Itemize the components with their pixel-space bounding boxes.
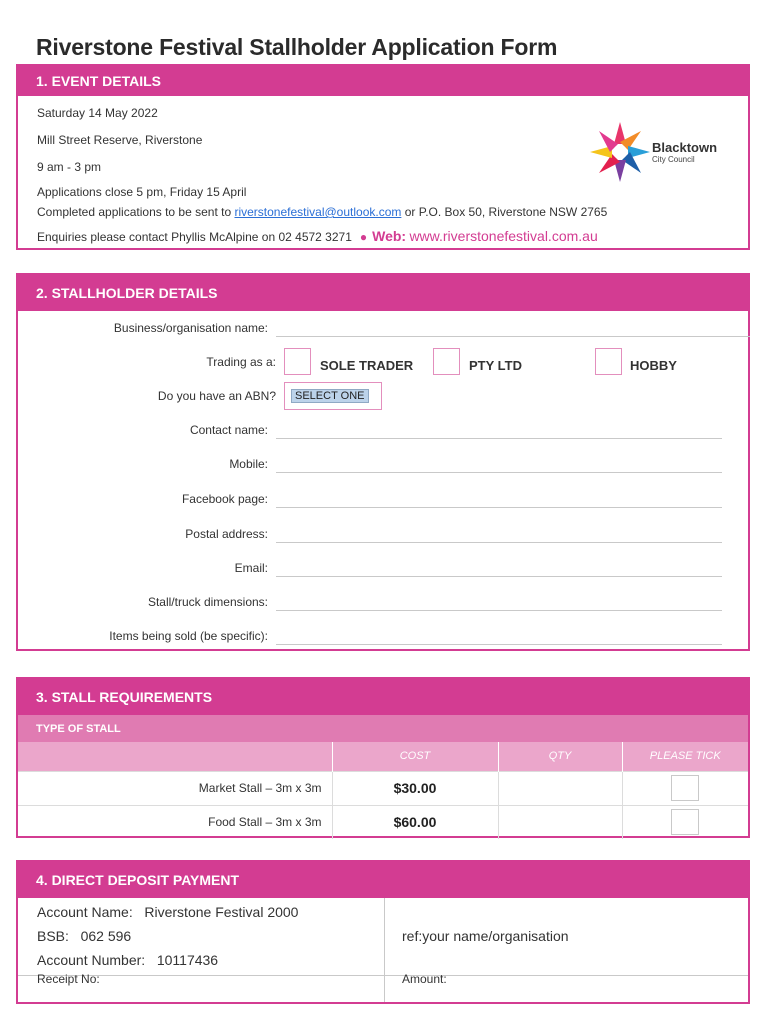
tick-cell (622, 805, 748, 839)
stallholder-details-section (16, 273, 750, 651)
account-number-label: Account Number: (37, 952, 146, 968)
tick-cell (622, 771, 748, 805)
event-venue: Mill Street Reserve, Riverstone (37, 133, 203, 147)
stall-requirements-section (16, 677, 750, 838)
postal-address-field[interactable] (276, 542, 722, 543)
bsb (37, 928, 131, 944)
bullet-icon: ● (359, 230, 368, 244)
applications-close: Applications close 5 pm, Friday 15 April (37, 185, 247, 199)
event-date: Saturday 14 May 2022 (37, 106, 158, 120)
column-header-qty: QTY (498, 742, 622, 771)
business-name-label: Business/organisation name: (113, 321, 268, 335)
dimensions-field[interactable] (276, 610, 722, 611)
sole-trader-checkbox[interactable] (284, 348, 311, 375)
quantity-field[interactable] (498, 771, 622, 805)
account-number (37, 952, 218, 968)
contact-name-label: Contact name: (189, 423, 268, 437)
star-logo-icon (590, 120, 650, 184)
abn-label: Do you have an ABN? (157, 389, 276, 403)
email-field[interactable] (276, 576, 722, 577)
account-name-label: Account Name: (37, 904, 133, 920)
mobile-label: Mobile: (229, 457, 268, 471)
form-title: Riverstone Festival Stallholder Application Form (36, 34, 558, 60)
type-of-stall-heading: TYPE OF STALL (18, 715, 748, 742)
sole-trader-label: SOLE TRADER (320, 358, 414, 373)
bsb-label: BSB: (37, 928, 69, 944)
trading-as-label: Trading as a: (206, 355, 276, 369)
logo-name: Blacktown (652, 140, 718, 155)
pty-ltd-checkbox[interactable] (433, 348, 460, 375)
event-details-section (16, 64, 750, 250)
business-name-field[interactable] (276, 336, 750, 337)
pty-ltd-label: PTY LTD (469, 358, 522, 373)
account-name (37, 904, 298, 920)
dimensions-label: Stall/truck dimensions: (147, 595, 268, 609)
send-prefix: Completed applications to be sent to (37, 205, 232, 219)
direct-deposit-heading: 4. DIRECT DEPOSIT PAYMENT (18, 862, 748, 898)
column-divider (384, 898, 385, 1002)
row-divider (18, 975, 748, 976)
facebook-label: Facebook page: (181, 492, 268, 506)
mobile-field[interactable] (276, 472, 722, 473)
facebook-field[interactable] (276, 507, 722, 508)
table-row (18, 771, 748, 805)
event-time: 9 am - 3 pm (37, 160, 102, 174)
email-link[interactable]: riverstonefestival@outlook.com (234, 205, 402, 219)
event-details-heading: 1. EVENT DETAILS (18, 66, 748, 96)
market-stall-checkbox[interactable] (671, 775, 699, 801)
send-suffix: or P.O. Box 50, Riverstone NSW 2765 (404, 205, 608, 219)
website-link[interactable]: www.riverstonefestival.com.au (409, 228, 598, 244)
stall-table (18, 742, 748, 839)
postal-address-label: Postal address: (185, 527, 268, 541)
column-header (18, 742, 332, 771)
reference-note: ref:your name/organisation (402, 928, 569, 944)
stall-table-header (18, 742, 748, 771)
stall-cost: $30.00 (332, 771, 498, 805)
items-sold-field[interactable] (276, 644, 722, 645)
direct-deposit-section (16, 860, 750, 1004)
logo-subtitle: City Council (652, 155, 695, 164)
hobby-label: HOBBY (630, 358, 677, 373)
hobby-checkbox[interactable] (595, 348, 622, 375)
food-stall-checkbox[interactable] (671, 809, 699, 835)
send-instructions (37, 205, 607, 219)
contact-name-field[interactable] (276, 438, 722, 439)
table-row (18, 805, 748, 839)
column-header-tick: PLEASE TICK (622, 742, 748, 771)
receipt-label: Receipt No: (37, 972, 100, 986)
stall-requirements-heading: 3. STALL REQUIREMENTS (18, 679, 748, 715)
stallholder-details-heading: 2. STALLHOLDER DETAILS (18, 275, 748, 311)
abn-selected-value: SELECT ONE (291, 389, 369, 403)
enquiries-line (37, 228, 598, 244)
quantity-field[interactable] (498, 805, 622, 839)
amount-label: Amount: (402, 972, 447, 986)
blacktown-logo (590, 120, 730, 184)
account-name-value: Riverstone Festival 2000 (144, 904, 299, 920)
enquiries-text: Enquiries please contact Phyllis McAlpine on 02 4572 3271 (37, 230, 352, 244)
payment-details (18, 898, 748, 1002)
bsb-value: 062 596 (80, 928, 132, 944)
stall-type-name: Market Stall – 3m x 3m (18, 771, 332, 805)
column-header-cost: COST (332, 742, 498, 771)
account-number-value: 10117436 (156, 952, 219, 968)
email-label: Email: (234, 561, 268, 575)
stall-type-name: Food Stall – 3m x 3m (18, 805, 332, 839)
items-sold-label: Items being sold (be specific): (109, 629, 268, 643)
stall-cost: $60.00 (332, 805, 498, 839)
web-label: Web: (372, 228, 407, 244)
abn-select[interactable] (284, 382, 382, 410)
